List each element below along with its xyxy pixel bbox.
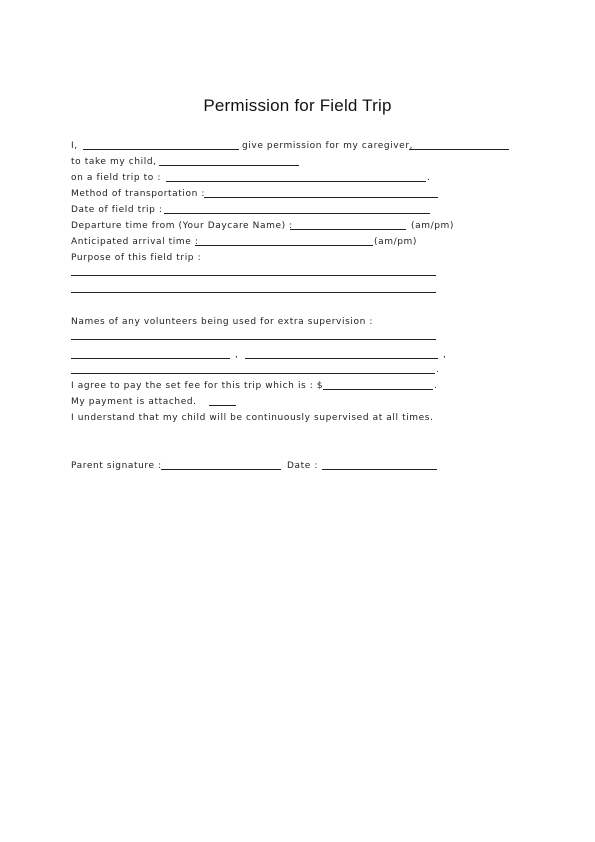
- volunteer-sep-1: ,: [235, 350, 239, 360]
- line1-middle: give permission for my caregiver,: [242, 141, 414, 151]
- arrival-label: Anticipated arrival time :: [71, 237, 199, 247]
- volunteer-end: .: [436, 365, 440, 375]
- volunteer-sep-2: ,: [443, 350, 447, 360]
- arrival-unit: (am/pm): [374, 237, 418, 247]
- fee-amount-field[interactable]: [323, 389, 433, 390]
- signature-field[interactable]: [161, 469, 281, 470]
- caregiver-name-field[interactable]: [409, 149, 509, 150]
- destination-label: on a field trip to :: [71, 173, 161, 183]
- payment-label: My payment is attached.: [71, 397, 197, 407]
- trip-date-field[interactable]: [164, 213, 430, 214]
- signature-date-field[interactable]: [322, 469, 437, 470]
- volunteer-field-2[interactable]: [71, 358, 230, 359]
- purpose-label: Purpose of this field trip :: [71, 253, 202, 263]
- purpose-field-2[interactable]: [71, 292, 436, 293]
- volunteer-field-3[interactable]: [245, 358, 438, 359]
- departure-time-field[interactable]: [290, 229, 406, 230]
- payment-check-field[interactable]: [209, 405, 236, 406]
- child-label: to take my child,: [71, 157, 157, 167]
- trip-date-label: Date of field trip :: [71, 205, 163, 215]
- departure-label: Departure time from (Your Daycare Name) :: [71, 221, 293, 231]
- destination-field[interactable]: [166, 181, 426, 182]
- volunteer-field-1[interactable]: [71, 339, 436, 340]
- volunteer-field-4[interactable]: [71, 373, 435, 374]
- signature-label: Parent signature :: [71, 461, 162, 471]
- parent-name-field[interactable]: [83, 149, 239, 150]
- page-title: Permission for Field Trip: [203, 96, 392, 115]
- transport-label: Method of transportation :: [71, 189, 205, 199]
- destination-end: .: [427, 173, 431, 183]
- child-name-field[interactable]: [159, 165, 299, 166]
- transport-field[interactable]: [204, 197, 438, 198]
- arrival-time-field[interactable]: [195, 245, 373, 246]
- purpose-field-1[interactable]: [71, 275, 436, 276]
- departure-unit: (am/pm): [411, 221, 455, 231]
- fee-end: .: [434, 381, 438, 391]
- supervision-statement: I understand that my child will be continuously supervised at all times.: [71, 413, 434, 423]
- volunteers-label: Names of any volunteers being used for extra supervision :: [71, 317, 373, 327]
- fee-label: I agree to pay the set fee for this trip which is : $: [71, 381, 324, 391]
- signature-date-label: Date :: [287, 461, 319, 471]
- line1-prefix: I,: [71, 141, 78, 151]
